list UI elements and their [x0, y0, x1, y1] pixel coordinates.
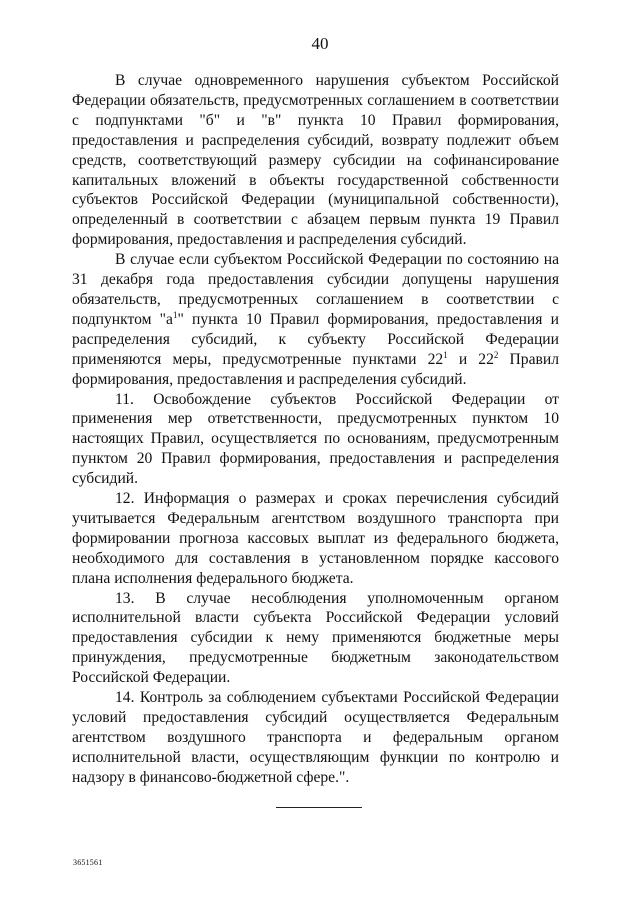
- end-of-document-rule: [276, 807, 362, 808]
- paragraph-10-text-part-2: " пункта 10 Правил формирования, предоставления и распределения субсидий, к субъекту Российской Федерации применяются меры, предусмотренные пунктами 22: [72, 310, 559, 368]
- paragraph-11: 11. Освобождение субъектов Российской Федерации от применения мер ответственности, предусмотренных пунктом 10 настоящих Правил, осуществляется по основаниям, предусмотренным пунктом 20 Правил формирования, предоставления и распределения субсидий.: [72, 390, 559, 488]
- paragraph-14: 14. Контроль за соблюдением субъектами Российской Федерации условий предоставления субсидий осуществляется Федеральным агентством воздушного транспорта и федеральным органом исполнительной власти, осуществляющим функции по контролю и надзору в финансово-бюджетной сфере.".: [72, 689, 559, 786]
- paragraph-10-continued: В случае одновременного нарушения субъектом Российской Федерации обязательств, предусмотренных соглашением в соответствии с подпунктами "б" и "в" пункта 10 Правил формирования, предоставления и распределения субсидий, возврату подлежит объем средств, соответствующий размеру субсидии на софинансирование капитальных вложений в объекты государственной собственности субъектов Российской Федерации (муниципальной собственности), определенный в соответствии с абзацем первым пункта 19 Правил формирования, предоставления и распределения субсидий.: [72, 72, 559, 249]
- superscript-22-1: 1: [443, 349, 448, 360]
- superscript-1: 1: [172, 309, 178, 320]
- paragraph-13: 13. В случае несоблюдения уполномоченным органом исполнительной власти субъекта Российской Федерации условий предоставления субсидии к нему применяются бюджетные меры принуждения, предусмотренные бюджетным законодательством Российской Федерации.: [72, 589, 559, 687]
- paragraph-10-text-part-4: Правил формирования, предоставления и распределения субсидий.: [72, 350, 559, 388]
- page-number: 40: [311, 34, 329, 53]
- superscript-22-2: 2: [493, 349, 499, 360]
- paragraph-10-violations: [72, 250, 559, 389]
- document-id: 3651561: [73, 858, 103, 867]
- paragraph-12: 12. Информация о размерах и сроках перечисления субсидий учитывается Федеральным агентством воздушного транспорта при формировании прогноза кассовых выплат из федерального бюджета, необходимого для составления в установленном порядке кассового плана исполнения федерального бюджета.: [72, 490, 559, 587]
- document-body: [72, 71, 559, 788]
- paragraph-10-text-part-3: и 22: [447, 350, 494, 368]
- paragraph-10-text-part-1: В случае если субъектом Российской Федерации по состоянию на 31 декабря года предоставления субсидии допущены нарушения обязательств, предусмотренных соглашением в соответствии с подпунктом "а: [72, 251, 559, 328]
